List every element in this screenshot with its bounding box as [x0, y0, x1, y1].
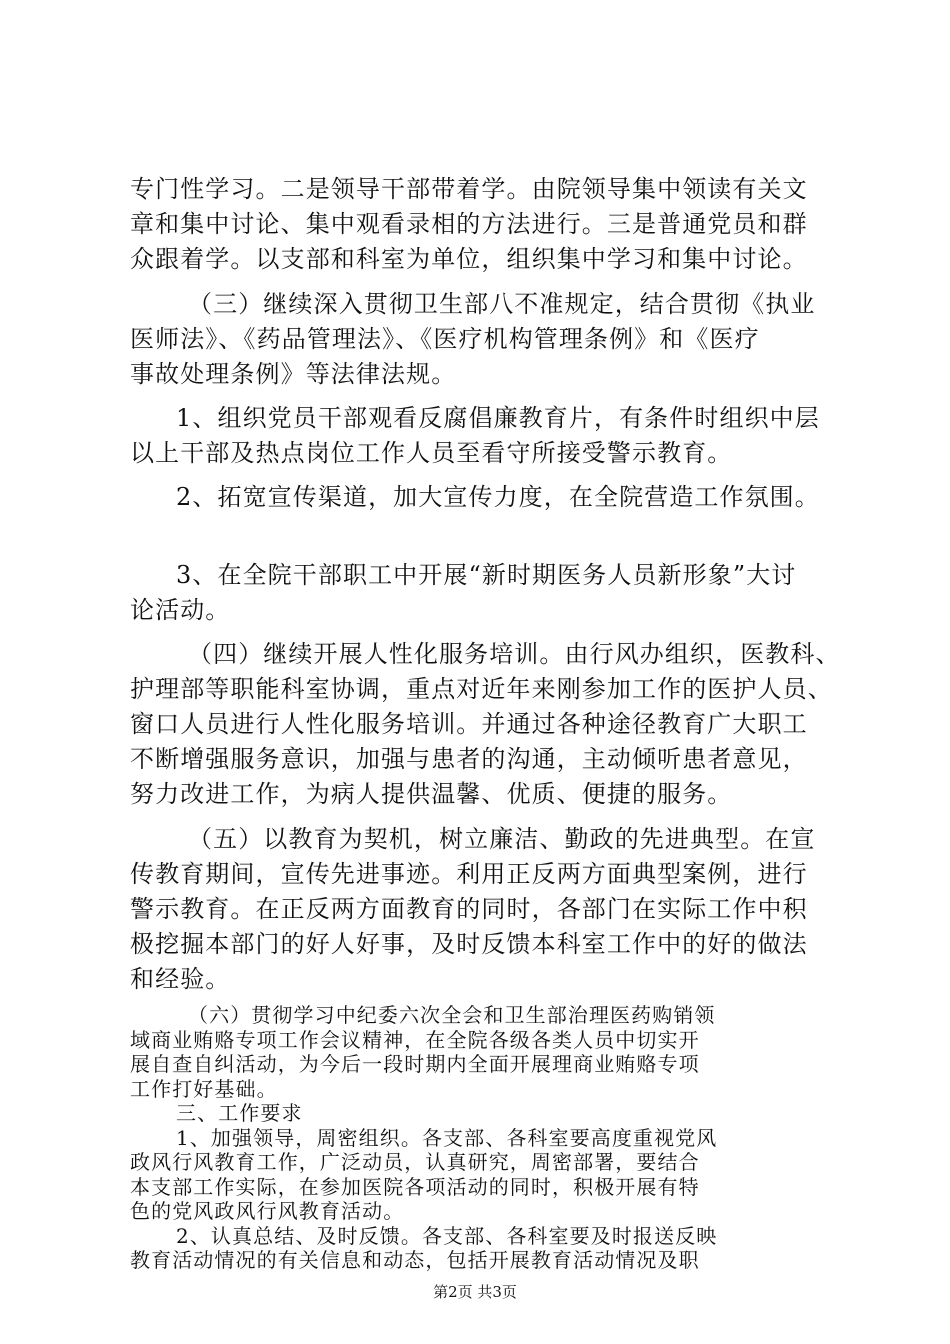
text-line: 窗口人员进行人性化服务培训。并通过各种途径教育广大职工 — [130, 710, 808, 738]
text-line: （六）贯彻学习中纪委六次全会和卫生部治理医药购销领 — [188, 1003, 716, 1027]
page-number-footer: 第2页 共3页 — [433, 1283, 517, 1301]
text-line: 论活动。 — [130, 596, 231, 624]
text-line: 教育活动情况的有关信息和动态，包括开展教育活动情况及职 — [130, 1248, 700, 1272]
text-line: 传教育期间，宣传先进事迹。利用正反两方面典型案例，进行 — [130, 860, 808, 888]
text-line: 医师法》、《药品管理法》、《医疗机构管理条例》和《医疗 — [130, 325, 760, 353]
text-line: 域商业贿赂专项工作会议精神，在全院各级各类人员中切实开 — [130, 1028, 700, 1052]
text-line: （四）继续开展人性化服务培训。由行风办组织，医教科、 — [188, 640, 841, 668]
section-heading: 三、工作要求 — [176, 1101, 303, 1125]
text-line: 努力改进工作，为病人提供温馨、优质、便捷的服务。 — [130, 780, 733, 808]
text-line: 3、在全院干部职工中开展“新时期医务人员新形象”大讨 — [176, 561, 797, 589]
text-line: 1、组织党员干部观看反腐倡廉教育片，有条件时组织中层 — [176, 404, 820, 432]
text-line: 工作打好基础。 — [130, 1077, 278, 1101]
text-line: 和经验。 — [130, 965, 231, 993]
text-line: 章和集中讨论、集中观看录相的方法进行。三是普通党员和群 — [130, 210, 808, 238]
text-line: 本支部工作实际，在参加医院各项活动的同时，积极开展有特 — [130, 1175, 700, 1199]
text-line: 专门性学习。二是领导干部带着学。由院领导集中领读有关文 — [130, 175, 808, 203]
text-line: 极挖掘本部门的好人好事，及时反馈本科室工作中的好的做法 — [130, 930, 808, 958]
text-line: 不断增强服务意识，加强与患者的沟通，主动倾听患者意见， — [130, 745, 808, 773]
text-line: 2、拓宽宣传渠道，加大宣传力度，在全院营造工作氛围。 — [176, 483, 820, 511]
text-line: 以上干部及热点岗位工作人员至看守所接受警示教育。 — [130, 439, 733, 467]
text-line: 众跟着学。以支部和科室为单位，组织集中学习和集中讨论。 — [130, 245, 808, 273]
text-line: （三）继续深入贯彻卫生部八不准规定，结合贯彻《执业 — [188, 290, 816, 318]
text-line: 事故处理条例》等法律法规。 — [130, 360, 457, 388]
text-line: 展自查自纠活动，为今后一段时期内全面开展理商业贿赂专项 — [130, 1052, 700, 1076]
text-line: 护理部等职能科室协调，重点对近年来刚参加工作的医护人员、 — [130, 675, 833, 703]
text-line: 2、认真总结、及时反馈。各支部、各科室要及时报送反映 — [176, 1224, 718, 1248]
text-line: 警示教育。在正反两方面教育的同时，各部门在实际工作中积 — [130, 895, 808, 923]
text-line: 政风行风教育工作，广泛动员，认真研究，周密部署，要结合 — [130, 1150, 700, 1174]
text-line: 色的党风政风行风教育活动。 — [130, 1199, 405, 1223]
text-line: （五）以教育为契机，树立廉洁、勤政的先进典型。在宣 — [188, 825, 816, 853]
text-line: 1、加强领导，周密组织。各支部、各科室要高度重视党风 — [176, 1126, 718, 1150]
